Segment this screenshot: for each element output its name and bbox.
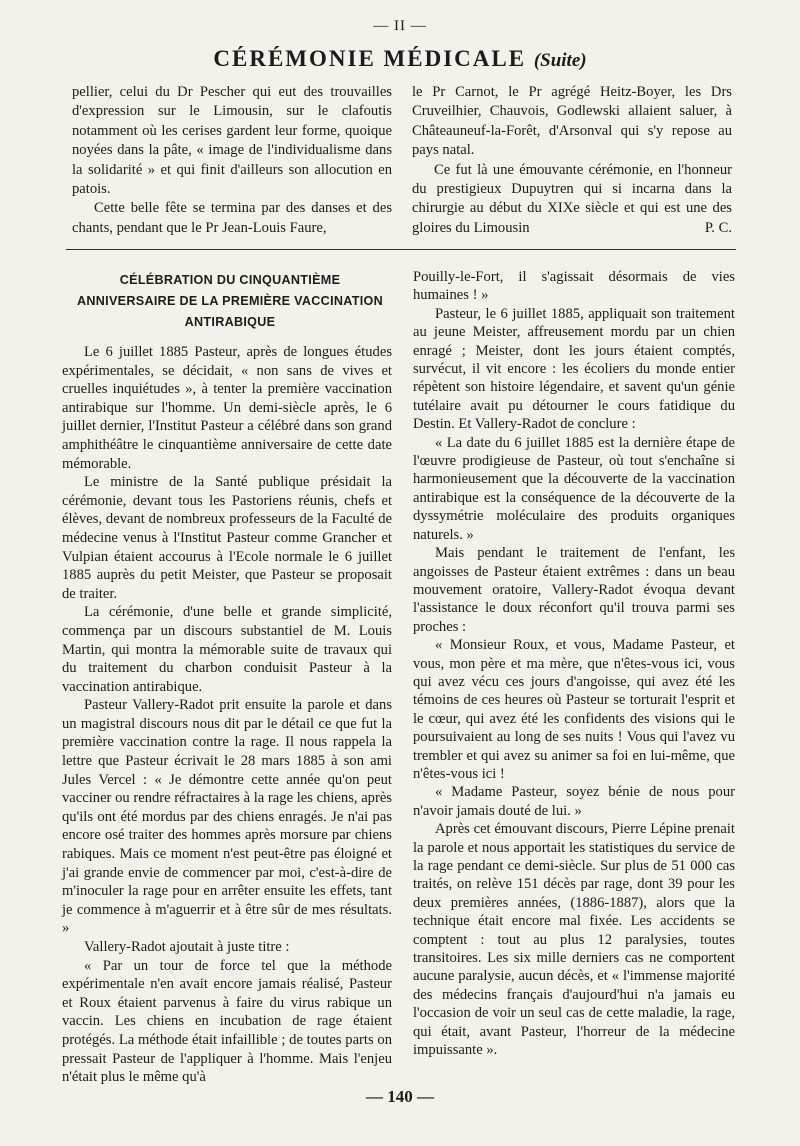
article-left-column xyxy=(62,343,392,1087)
article-right-column xyxy=(413,268,735,1059)
running-title xyxy=(0,46,800,72)
paragraph: le Pr Carnot, le Pr agrégé Heitz-Boyer, les Drs Cruveilhier, Chauvois, Godlewski allaient saluer, à Châteauneuf-la-Forêt, d'Arsonval qui s'y repose au pays natal. xyxy=(412,84,732,159)
paragraph: « Par un tour de force tel que la méthode expérimentale n'en avait encore jamais réalisé, Pasteur et Roux étaient parvenus à faire du virus rabique un vaccin. Les chiens en incubation de rage étaient protégés. La méthode était infaillible ; de toutes parts on pressait Pasteur de l'appliquer à l'homme. Mais l'enjeu n'était plus le même qu'à xyxy=(62,957,392,1086)
top-right-column xyxy=(412,83,732,238)
top-left-column xyxy=(72,83,392,238)
paragraph: Mais pendant le traitement de l'enfant, les angoisses de Pasteur étaient extrêmes : dans un beau mouvement oratoire, Vallery-Radot évoqua devant l'assistance le doux réconfort qu'il trouva parmi ses proches : xyxy=(413,545,735,635)
author-signature: P. C. xyxy=(704,219,732,236)
page-number: — 140 — xyxy=(366,1087,434,1106)
paragraph: « Madame Pasteur, soyez bénie de nous pour n'avoir jamais douté de lui. » xyxy=(413,784,735,819)
paragraph: Pouilly-le-Fort, il s'agissait désormais de vies humaines ! » xyxy=(413,269,735,304)
paragraph-text: Ce fut là une émouvante cérémonie, en l'honneur du prestigieux Dupuytren qui si incarna dans la chirurgie au début du XIXe siècle et qui est une des gloires du Limousin xyxy=(412,161,732,236)
paragraph: Pasteur Vallery-Radot prit ensuite la parole et dans un magistral discours nous dit par le détail ce que fut la première vaccination contre la rage. Il nous rappela la lettre que Pasteur écrivait le 28 mars 1885 à son ami Jules Vercel : « Je démontre cette année qu'on peut vacciner ou rendre réfractaires à la rage les chiens, après qu'ils ont été mordus par des chiens enragés. Je n'ai pas encore osé traiter des hommes après morsure par chiens rabiques. Mais ce moment n'est peut-être pas éloigné et j'ai grande envie de commencer par moi, c'est-à-dire de m'inoculer la rage pour en arrêter ensuite les effets, tant je commence à m'aguerrir et à être sûr de mes résultats. » xyxy=(62,697,392,937)
paragraph: Après cet émouvant discours, Pierre Lépine prenait la parole et nous apportait les statistiques du service de la rage pendant ce demi-siècle. Sur plus de 51 000 cas traités, on relève 151 décès par rage, dont 39 pour les deux premières années, (1886-1887), alors que la technique était encore mal fixée. Les accidents se comptent : tout au plus 12 paralysies, toutes transitoires. Les six mille derniers cas ne comportent aucune paralysie, aucun décès, et « l'immense majorité des médecins français d'aujourd'hui n'a jamais eu l'occasion de voir un seul cas de cette maladie, la rage, qui était, avant Pasteur, l'horreur de la médecine impuissante ». xyxy=(413,821,735,1059)
paragraph xyxy=(412,161,732,239)
paragraph: « La date du 6 juillet 1885 est la dernière étape de l'œuvre prodigieuse de Pasteur, où tout s'enchaîne si harmonieusement que la découverte de la vaccination antirabique est la conséquence de la découverte de la dyssymétrie moléculaire des produits organiques naturels. » xyxy=(413,434,735,543)
paragraph: « Monsieur Roux, et vous, Madame Pasteur, et vous, mon père et ma mère, que n'êtes-vous ici, vous qui avez vécu ces jours d'angoisse, qui avez été les témoins de ces heures où Pasteur se torturait l'esprit et le cœur, qui avez été les confidents des visions qui le poursuivaient au long de ses nuits ! Vous qui l'avez vu trembler et qui avez su animer sa foi en lui-même, que n'êtes-vous ici ! xyxy=(413,637,735,782)
section-number: — II — xyxy=(373,18,427,34)
article-title-line: ANNIVERSAIRE DE LA PREMIÈRE VACCINATION xyxy=(76,294,384,308)
paragraph: Pasteur, le 6 juillet 1885, appliquait son traitement au jeune Meister, affreusement mordu par un chien enragé ; Meister, dont les jours étaient comptés, survécut, il vit encore : les écoliers du monde entier répètent son histoire légendaire, et savent qu'un génie tutélaire avait pu détourner le cours fatidique du Destin. Et Vallery-Radot de conclure : xyxy=(413,305,735,433)
running-title-suffix: (Suite) xyxy=(533,50,587,71)
article-title-line: CÉLÉBRATION DU CINQUANTIÈME xyxy=(119,273,341,287)
paragraph: Cette belle fête se termina par des danses et des chants, pendant que le Pr Jean-Louis Faure, xyxy=(72,200,392,236)
paragraph: La cérémonie, d'une belle et grande simplicité, commença par un discours substantiel de M. Louis Martin, qui montra la mémorable suite de travaux qui du traitement du charbon conduisit Pasteur à la vaccination antirabique. xyxy=(62,604,392,695)
paragraph: Le ministre de la Santé publique présidait la cérémonie, devant tous les Pastoriens réunis, chefs et élèves, devant de nombreux professeurs de la Faculté de médecine venus à l'Institut Pasteur comme Grancher et Vulpian étaient accourus à l'Ecole normale le 6 juillet 1885 auprès du petit Meister, que Pasteur se proposait de traiter. xyxy=(62,474,392,602)
paragraph: Vallery-Radot ajoutait à juste titre : xyxy=(84,939,290,955)
paragraph: Le 6 juillet 1885 Pasteur, après de longues études expérimentales, se décidait, « non sans de vives et cruelles inquiétudes », à tenter la première vaccination antirabique sur l'homme. Un demi-siècle après, le 6 juillet dernier, l'Institut Pasteur a célébré dans son grand amphithéâtre le cinquantième anniversaire de cette date mémorable. xyxy=(62,344,392,472)
article-title-line: ANTIRABIQUE xyxy=(184,315,276,329)
paragraph: pellier, celui du Dr Pescher qui eut des trouvailles d'expression sur le Limousin, sur le clafoutis notamment où les cerises gardent leur forme, quoique noyées dans la pâte, « image de l'individualisme dans la solidarité » et qui finit d'ailleurs son allocution en patois. xyxy=(72,84,392,198)
article-title xyxy=(66,270,394,333)
running-title-text: CÉRÉMONIE MÉDICALE xyxy=(213,46,527,71)
section-divider xyxy=(66,249,736,250)
